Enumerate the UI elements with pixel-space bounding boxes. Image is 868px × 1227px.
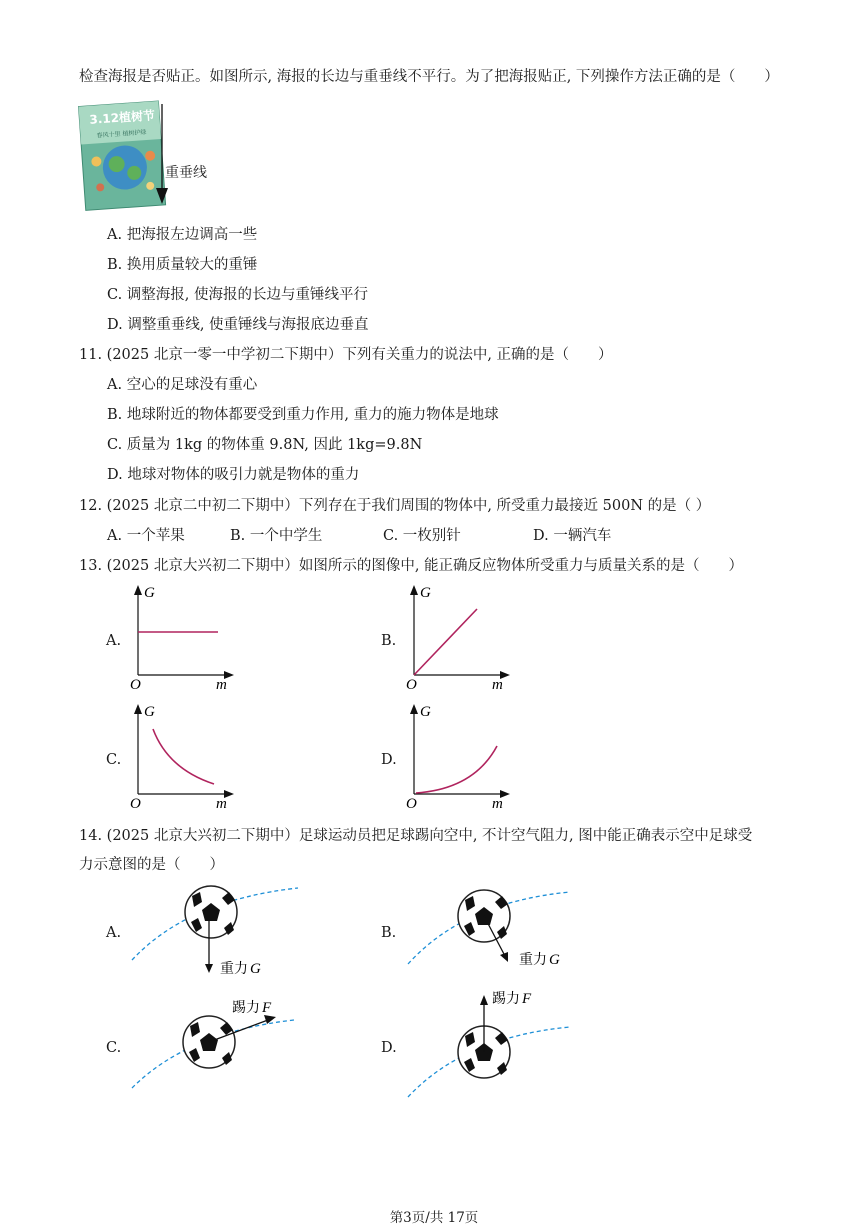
axis-x-label: m bbox=[216, 677, 227, 693]
graph-a bbox=[128, 585, 238, 695]
ball-diagram-d bbox=[404, 985, 584, 1105]
gravity-symbol: G bbox=[250, 961, 261, 977]
ball-diagram-c bbox=[128, 990, 308, 1100]
poster-subtitle: 春风十里 植树护绿 bbox=[96, 128, 147, 140]
graph-b bbox=[404, 585, 514, 695]
q12-option-d[interactable]: D. 一辆汽车 bbox=[533, 528, 612, 544]
q11-option-a[interactable]: A. 空心的足球没有重心 bbox=[107, 377, 258, 393]
kick-label: 踢力 bbox=[232, 1000, 260, 1016]
curve-c bbox=[153, 729, 214, 784]
q14-label-c[interactable]: C. bbox=[106, 1040, 122, 1056]
poster-title: 3.12植树节 bbox=[88, 108, 156, 127]
q13-label-a[interactable]: A. bbox=[106, 633, 122, 649]
gravity-label: 重力 bbox=[220, 961, 248, 977]
q14-stem-line1: 14. (2025 北京大兴初二下期中）足球运动员把足球踢向空中, 不计空气阻力, 图中能正确表示空中足球受 bbox=[79, 828, 753, 844]
axis-y-label: G bbox=[144, 585, 155, 601]
plumb-line-label: 重垂线 bbox=[165, 165, 207, 181]
kick-label: 踢力 bbox=[492, 991, 520, 1007]
q10-option-d[interactable]: D. 调整重垂线, 使重锤线与海报底边垂直 bbox=[107, 317, 369, 333]
axis-x-label: m bbox=[492, 796, 503, 812]
q13-stem: 13. (2025 北京大兴初二下期中）如图所示的图像中, 能正确反应物体所受重力与质量关系的是（ ） bbox=[79, 558, 744, 574]
axis-x-label: m bbox=[492, 677, 503, 693]
q14-stem-line2: 力示意图的是（ ） bbox=[79, 857, 224, 873]
kick-symbol: F bbox=[262, 1000, 272, 1016]
q13-label-b[interactable]: B. bbox=[381, 633, 397, 649]
origin-label: O bbox=[406, 677, 417, 693]
q12-stem: 12. (2025 北京二中初二下期中）下列存在于我们周围的物体中, 所受重力最接近 500N 的是（ ） bbox=[79, 498, 711, 514]
q12-option-c[interactable]: C. 一枚别针 bbox=[383, 528, 461, 544]
origin-label: O bbox=[406, 796, 417, 812]
q11-stem: 11. (2025 北京一零一中学初二下期中）下列有关重力的说法中, 正确的是（ ） bbox=[79, 347, 613, 363]
gravity-label: 重力 bbox=[519, 952, 547, 968]
q11-option-d[interactable]: D. 地球对物体的吸引力就是物体的重力 bbox=[107, 467, 360, 483]
soccer-ball-icon bbox=[185, 886, 237, 938]
axis-y-label: G bbox=[420, 704, 431, 720]
axis-y-label: G bbox=[144, 704, 155, 720]
curve-d bbox=[416, 746, 497, 793]
q10-option-c[interactable]: C. 调整海报, 使海报的长边与重锤线平行 bbox=[107, 287, 369, 303]
origin-label: O bbox=[130, 677, 141, 693]
q10-stem: 检查海报是否贴正。如图所示, 海报的长边与重垂线不平行。为了把海报贴正, 下列操作方法正确的是（ ） bbox=[79, 69, 779, 85]
axis-y-label: G bbox=[420, 585, 431, 601]
q11-option-c[interactable]: C. 质量为 1kg 的物体重 9.8N, 因此 1kg=9.8N bbox=[107, 437, 423, 453]
kick-symbol: F bbox=[522, 991, 532, 1007]
ball-diagram-a bbox=[128, 880, 308, 980]
q14-label-d[interactable]: D. bbox=[381, 1040, 397, 1056]
q12-option-a[interactable]: A. 一个苹果 bbox=[107, 528, 185, 544]
poster-illustration bbox=[78, 100, 228, 210]
q13-label-c[interactable]: C. bbox=[106, 752, 122, 768]
q10-option-b[interactable]: B. 换用质量较大的重锤 bbox=[107, 257, 258, 273]
q11-option-b[interactable]: B. 地球附近的物体都要受到重力作用, 重力的施力物体是地球 bbox=[107, 407, 499, 423]
q13-label-d[interactable]: D. bbox=[381, 752, 397, 768]
q14-label-a[interactable]: A. bbox=[106, 925, 122, 941]
graph-d bbox=[404, 704, 514, 814]
origin-label: O bbox=[130, 796, 141, 812]
curve-b bbox=[414, 609, 477, 675]
q10-option-a[interactable]: A. 把海报左边调高一些 bbox=[107, 227, 258, 243]
axis-x-label: m bbox=[216, 796, 227, 812]
q14-label-b[interactable]: B. bbox=[381, 925, 397, 941]
gravity-symbol: G bbox=[549, 952, 560, 968]
page-footer: 第3页/共 17页 bbox=[389, 1210, 479, 1226]
q12-option-b[interactable]: B. 一个中学生 bbox=[230, 528, 323, 544]
ball-diagram-b bbox=[404, 880, 584, 980]
graph-c bbox=[128, 704, 238, 814]
